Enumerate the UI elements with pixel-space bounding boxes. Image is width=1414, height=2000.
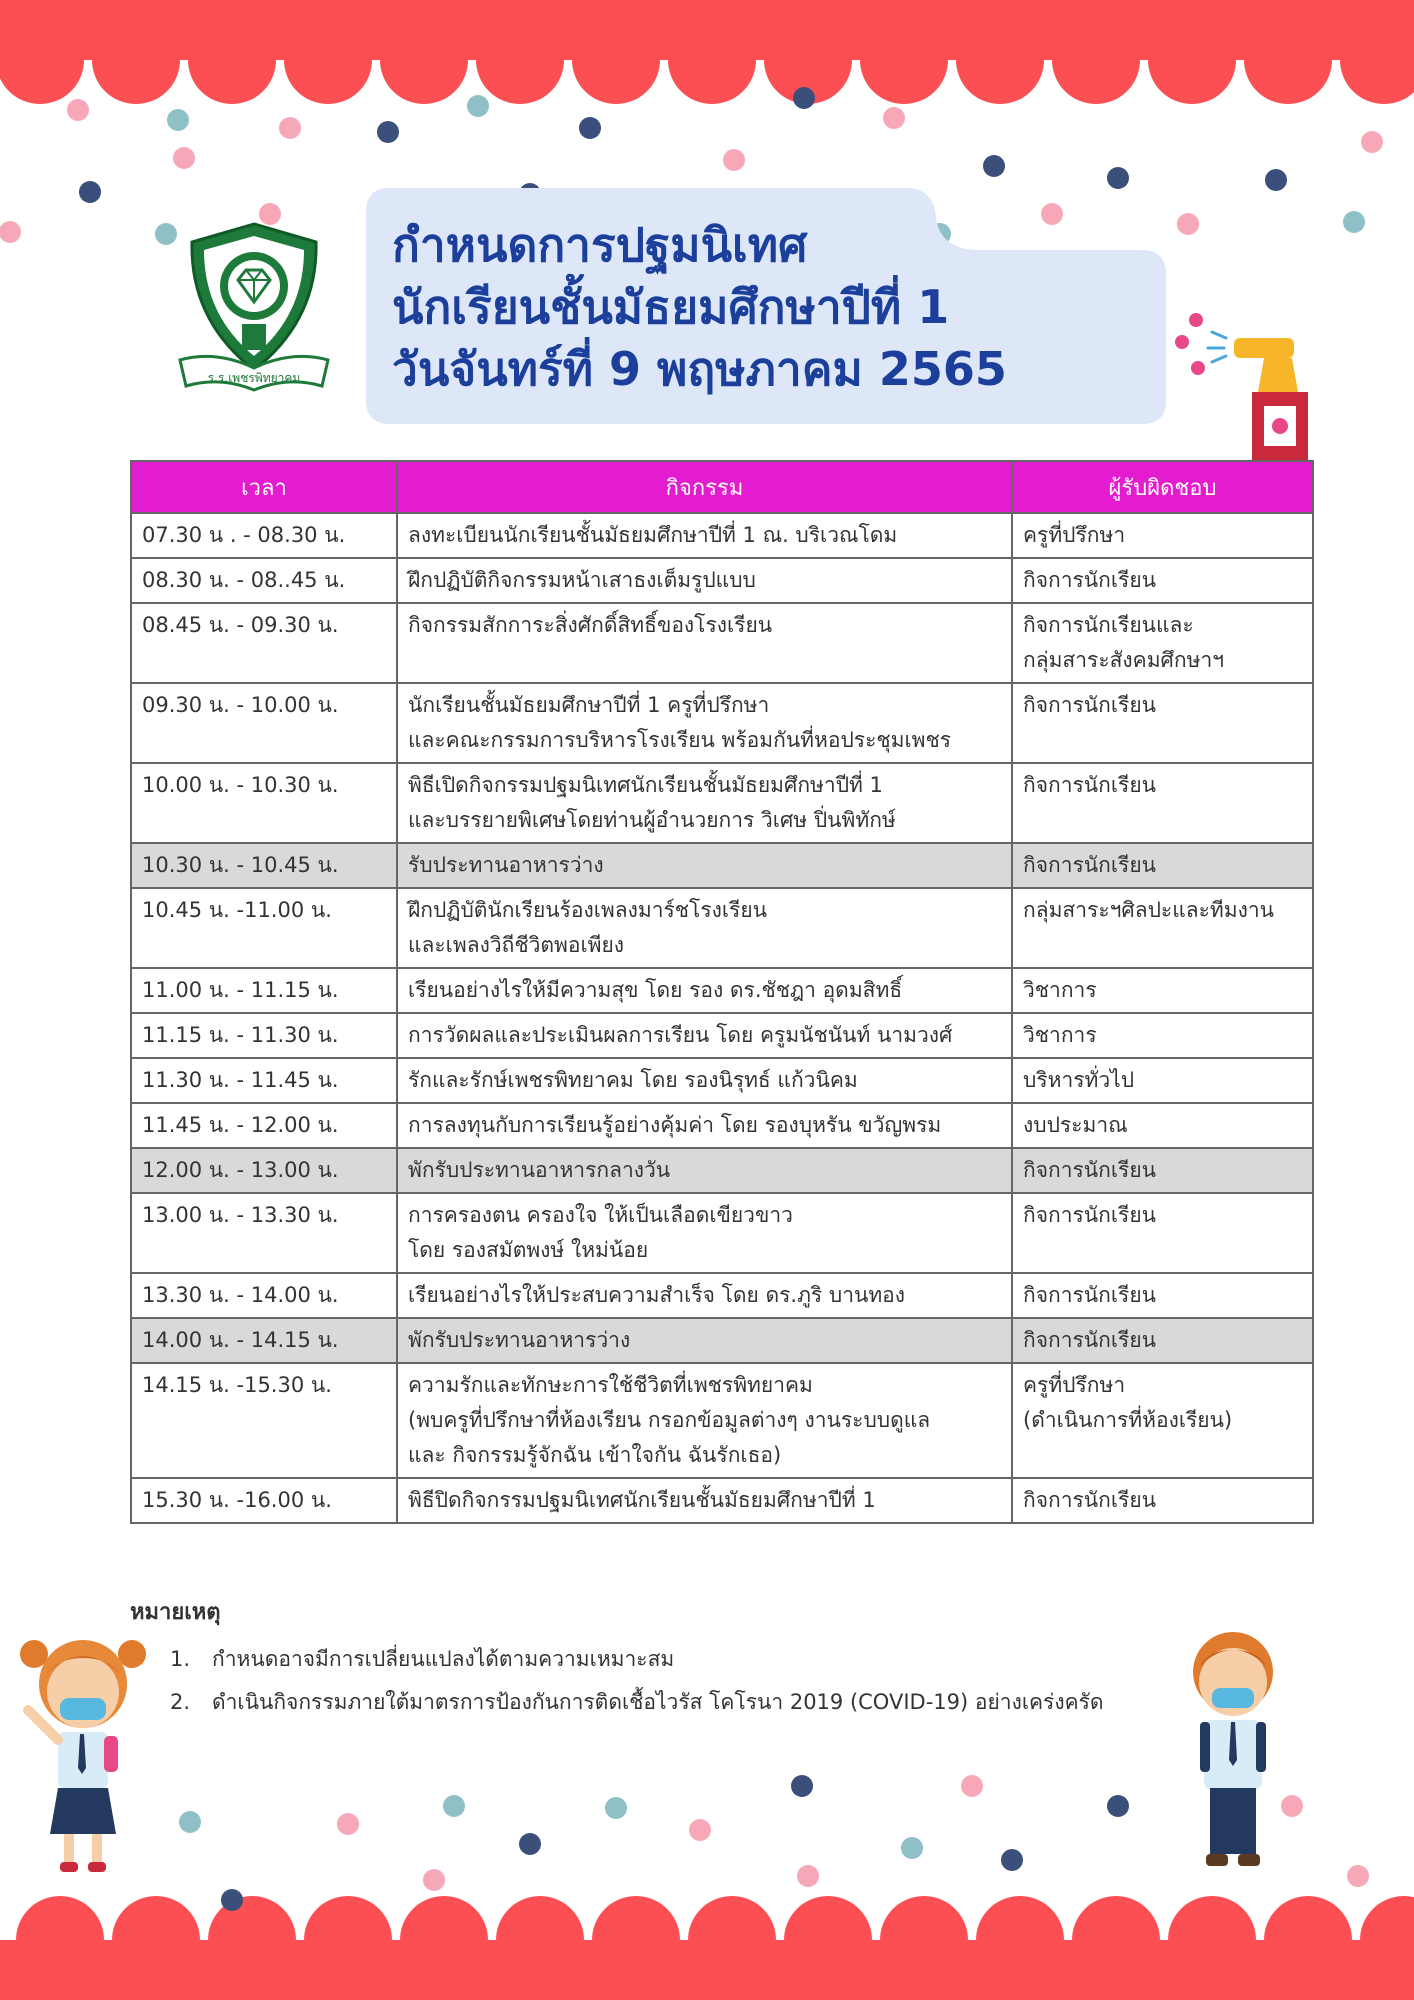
table-row bbox=[131, 1103, 1313, 1148]
activity-cell-line: และเพลงวิถีชีวิตพอเพียง bbox=[408, 933, 625, 957]
header-owner: ผู้รับผิดชอบ bbox=[1012, 461, 1313, 513]
owner-cell bbox=[1012, 1058, 1313, 1103]
table-row bbox=[131, 1318, 1313, 1363]
table-row bbox=[131, 1273, 1313, 1318]
activity-cell-line: กิจกรรมสักการะสิ่งศักดิ์สิทธิ์ของโรงเรียน bbox=[408, 613, 773, 637]
activity-cell bbox=[397, 1273, 1012, 1318]
activity-cell bbox=[397, 843, 1012, 888]
owner-cell-line: กลุ่มสาระฯศิลปะและทีมงาน bbox=[1023, 898, 1274, 922]
girl-student-mask-icon bbox=[18, 1628, 148, 1876]
time-cell: 11.00 น. - 11.15 น. bbox=[131, 968, 397, 1013]
table-row bbox=[131, 1363, 1313, 1478]
owner-cell-line: กิจการนักเรียน bbox=[1023, 1283, 1156, 1307]
owner-cell bbox=[1012, 968, 1313, 1013]
notes-list bbox=[170, 1638, 1104, 1724]
table-row bbox=[131, 558, 1313, 603]
title-line-1: กำหนดการปฐมนิเทศ bbox=[392, 218, 808, 272]
table-row bbox=[131, 603, 1313, 683]
owner-cell bbox=[1012, 1363, 1313, 1478]
page-title bbox=[392, 214, 1007, 400]
activity-cell bbox=[397, 1013, 1012, 1058]
schedule-body bbox=[131, 513, 1313, 1523]
owner-cell-line: กิจการนักเรียน bbox=[1023, 693, 1156, 717]
school-emblem-icon bbox=[176, 220, 332, 396]
owner-cell-line: กิจการนักเรียน bbox=[1023, 1488, 1156, 1512]
owner-cell bbox=[1012, 558, 1313, 603]
activity-cell-line: และบรรยายพิเศษโดยท่านผู้อำนวยการ วิเศษ ปิ่นพิทักษ์ bbox=[408, 808, 896, 832]
activity-cell-line: เรียนอย่างไรให้ประสบความสำเร็จ โดย ดร.ภูริ บานทอง bbox=[408, 1283, 906, 1307]
sanitizer-spray-icon bbox=[1168, 302, 1318, 462]
note-text: ดำเนินกิจกรรมภายใต้มาตรการป้องกันการติดเชื้อไวรัส โคโรนา 2019 (COVID-19) อย่างเคร่งครัด bbox=[212, 1690, 1104, 1714]
note-number: 2. bbox=[170, 1690, 191, 1714]
bottom-scallop-band bbox=[0, 1896, 1414, 2000]
owner-cell bbox=[1012, 1318, 1313, 1363]
activity-cell bbox=[397, 1148, 1012, 1193]
table-row bbox=[131, 888, 1313, 968]
boy-student-mask-icon bbox=[1178, 1622, 1288, 1876]
title-line-2: นักเรียนชั้นมัธยมศึกษาปีที่ 1 bbox=[392, 280, 950, 334]
activity-cell-line: โดย รองสมัตพงษ์ ใหม่น้อย bbox=[408, 1238, 649, 1262]
activity-cell bbox=[397, 1058, 1012, 1103]
activity-cell bbox=[397, 968, 1012, 1013]
time-cell: 11.15 น. - 11.30 น. bbox=[131, 1013, 397, 1058]
owner-cell bbox=[1012, 1193, 1313, 1273]
table-row bbox=[131, 1058, 1313, 1103]
activity-cell bbox=[397, 513, 1012, 558]
time-cell: 14.00 น. - 14.15 น. bbox=[131, 1318, 397, 1363]
owner-cell-line: กิจการนักเรียน bbox=[1023, 568, 1156, 592]
table-row bbox=[131, 1148, 1313, 1193]
time-cell: 15.30 น. -16.00 น. bbox=[131, 1478, 397, 1523]
activity-cell bbox=[397, 1478, 1012, 1523]
owner-cell bbox=[1012, 843, 1313, 888]
activity-cell-line: การวัดผลและประเมินผลการเรียน โดย ครูมนัชนันท์ นามวงศ์ bbox=[408, 1023, 953, 1047]
note-item bbox=[170, 1681, 1104, 1724]
owner-cell bbox=[1012, 763, 1313, 843]
owner-cell-line: กิจการนักเรียนและ bbox=[1023, 613, 1194, 637]
activity-cell-line: ความรักและทักษะการใช้ชีวิตที่เพชรพิทยาคม bbox=[408, 1373, 813, 1397]
table-row bbox=[131, 1013, 1313, 1058]
activity-cell-line: ลงทะเบียนนักเรียนชั้นมัธยมศึกษาปีที่ 1 ณ. บริเวณโดม bbox=[408, 523, 898, 547]
table-row bbox=[131, 763, 1313, 843]
table-row bbox=[131, 843, 1313, 888]
time-cell: 10.45 น. -11.00 น. bbox=[131, 888, 397, 968]
activity-cell bbox=[397, 558, 1012, 603]
activity-cell-line: การครองตน ครองใจ ให้เป็นเลือดเขียวขาว bbox=[408, 1203, 793, 1227]
table-row bbox=[131, 1193, 1313, 1273]
emblem-label: ร.ร.เพชรพิทยาคม bbox=[207, 371, 301, 385]
activity-cell-line: พักรับประทานอาหารกลางวัน bbox=[408, 1158, 671, 1182]
time-cell: 07.30 น . - 08.30 น. bbox=[131, 513, 397, 558]
time-cell: 08.30 น. - 08..45 น. bbox=[131, 558, 397, 603]
activity-cell-line: ฝึกปฏิบัตินักเรียนร้องเพลงมาร์ชโรงเรียน bbox=[408, 898, 767, 922]
activity-cell-line: และคณะกรรมการบริหารโรงเรียน พร้อมกันที่หอประชุมเพชร bbox=[408, 728, 952, 752]
activity-cell-line: พิธีเปิดกิจกรรมปฐมนิเทศนักเรียนชั้นมัธยมศึกษาปีที่ 1 bbox=[408, 773, 883, 797]
owner-cell-line: (ดำเนินการที่ห้องเรียน) bbox=[1023, 1408, 1233, 1432]
owner-cell bbox=[1012, 1013, 1313, 1058]
owner-cell bbox=[1012, 513, 1313, 558]
owner-cell bbox=[1012, 683, 1313, 763]
owner-cell-line: ครูที่ปรึกษา bbox=[1023, 523, 1126, 547]
note-number: 1. bbox=[170, 1647, 191, 1671]
activity-cell-line: พักรับประทานอาหารว่าง bbox=[408, 1328, 631, 1352]
activity-cell-line: การลงทุนกับการเรียนรู้อย่างคุ้มค่า โดย รองบุหรัน ขวัญพรม bbox=[408, 1113, 942, 1137]
owner-cell bbox=[1012, 1478, 1313, 1523]
owner-cell bbox=[1012, 603, 1313, 683]
owner-cell-line: กิจการนักเรียน bbox=[1023, 1328, 1156, 1352]
owner-cell-line: กลุ่มสาระสังคมศึกษาฯ bbox=[1023, 648, 1225, 672]
activity-cell-line: รับประทานอาหารว่าง bbox=[408, 853, 604, 877]
time-cell: 13.00 น. - 13.30 น. bbox=[131, 1193, 397, 1273]
activity-cell bbox=[397, 888, 1012, 968]
activity-cell-line: นักเรียนชั้นมัธยมศึกษาปีที่ 1 ครูที่ปรึกษา bbox=[408, 693, 770, 717]
activity-cell-line: (พบครูที่ปรึกษาที่ห้องเรียน กรอกข้อมูลต่างๆ งานระบบดูแล bbox=[408, 1408, 931, 1432]
activity-cell-line: รักและรักษ์เพชรพิทยาคม โดย รองนิรุทธ์ แก้วนิคม bbox=[408, 1068, 858, 1092]
activity-cell-line: พิธีปิดกิจกรรมปฐมนิเทศนักเรียนชั้นมัธยมศึกษาปีที่ 1 bbox=[408, 1488, 876, 1512]
table-row bbox=[131, 513, 1313, 558]
note-text: กำหนดอาจมีการเปลี่ยนแปลงได้ตามความเหมาะสม bbox=[212, 1647, 675, 1671]
owner-cell-line: กิจการนักเรียน bbox=[1023, 853, 1156, 877]
owner-cell-line: งบประมาณ bbox=[1023, 1113, 1128, 1137]
owner-cell-line: ครูที่ปรึกษา bbox=[1023, 1373, 1126, 1397]
activity-cell bbox=[397, 603, 1012, 683]
time-cell: 09.30 น. - 10.00 น. bbox=[131, 683, 397, 763]
activity-cell bbox=[397, 1103, 1012, 1148]
activity-cell bbox=[397, 763, 1012, 843]
table-row bbox=[131, 968, 1313, 1013]
time-cell: 08.45 น. - 09.30 น. bbox=[131, 603, 397, 683]
activity-cell-line: และ กิจกรรมรู้จักฉัน เข้าใจกัน ฉันรักเธอ) bbox=[408, 1443, 782, 1467]
notes-title: หมายเหตุ bbox=[130, 1600, 221, 1625]
table-header-row bbox=[131, 461, 1313, 513]
owner-cell bbox=[1012, 1103, 1313, 1148]
time-cell: 12.00 น. - 13.00 น. bbox=[131, 1148, 397, 1193]
activity-cell bbox=[397, 683, 1012, 763]
owner-cell-line: กิจการนักเรียน bbox=[1023, 773, 1156, 797]
table-row bbox=[131, 683, 1313, 763]
owner-cell bbox=[1012, 1148, 1313, 1193]
note-item bbox=[170, 1638, 1104, 1681]
time-cell: 10.30 น. - 10.45 น. bbox=[131, 843, 397, 888]
table-row bbox=[131, 1478, 1313, 1523]
activity-cell bbox=[397, 1193, 1012, 1273]
owner-cell-line: บริหารทั่วไป bbox=[1023, 1068, 1135, 1092]
time-cell: 11.45 น. - 12.00 น. bbox=[131, 1103, 397, 1148]
time-cell: 14.15 น. -15.30 น. bbox=[131, 1363, 397, 1478]
activity-cell-line: ฝึกปฏิบัติกิจกรรมหน้าเสาธงเต็มรูปแบบ bbox=[408, 568, 756, 592]
time-cell: 13.30 น. - 14.00 น. bbox=[131, 1273, 397, 1318]
schedule-table bbox=[130, 460, 1314, 1524]
owner-cell-line: วิชาการ bbox=[1023, 1023, 1097, 1047]
activity-cell-line: เรียนอย่างไรให้มีความสุข โดย รอง ดร.ชัชฎา อุดมสิทธิ์ bbox=[408, 978, 903, 1002]
owner-cell bbox=[1012, 1273, 1313, 1318]
header-activity: กิจกรรม bbox=[397, 461, 1012, 513]
time-cell: 10.00 น. - 10.30 น. bbox=[131, 763, 397, 843]
activity-cell bbox=[397, 1363, 1012, 1478]
top-scallop-band bbox=[0, 0, 1414, 104]
header-time: เวลา bbox=[131, 461, 397, 513]
time-cell: 11.30 น. - 11.45 น. bbox=[131, 1058, 397, 1103]
activity-cell bbox=[397, 1318, 1012, 1363]
title-line-3: วันจันทร์ที่ 9 พฤษภาคม 2565 bbox=[392, 342, 1007, 396]
owner-cell-line: กิจการนักเรียน bbox=[1023, 1203, 1156, 1227]
owner-cell bbox=[1012, 888, 1313, 968]
owner-cell-line: วิชาการ bbox=[1023, 978, 1097, 1002]
owner-cell-line: กิจการนักเรียน bbox=[1023, 1158, 1156, 1182]
